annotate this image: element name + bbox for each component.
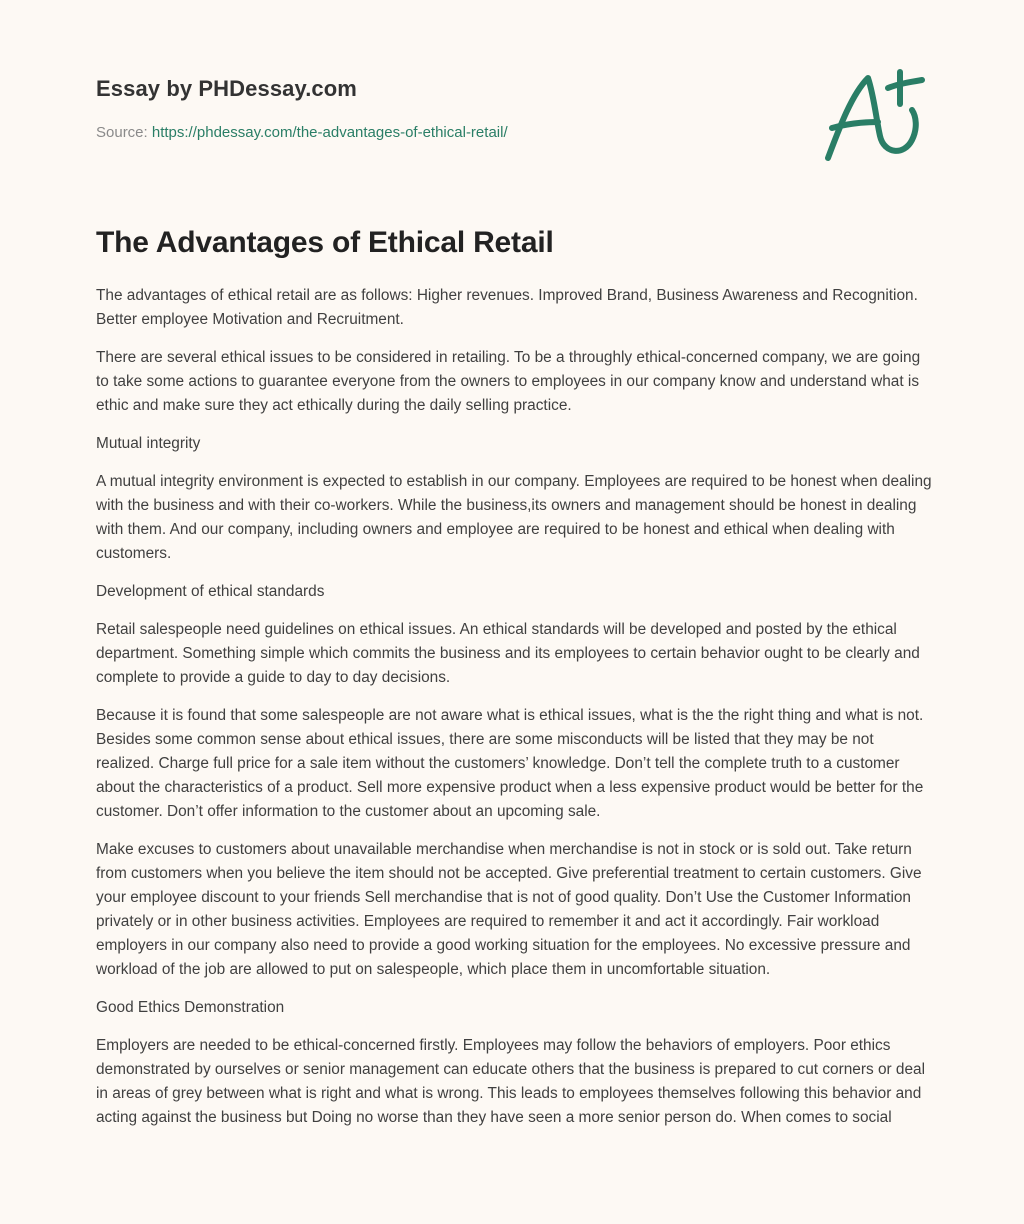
paragraph: A mutual integrity environment is expected to establish in our company. Employees are required to be honest when dealing with the business and with their co-workers. While the business,its owners and management should be honest in dealing with them. And our company, including owners and employee are required to be honest and ethical when dealing with customers.	[96, 473, 932, 562]
section-heading: Mutual integrity	[96, 435, 201, 452]
paragraph: The advantages of ethical retail are as follows: Higher revenues. Improved Brand, Business Awareness and Recognition. Better employee Motivation and Recruitment.	[96, 287, 918, 328]
paragraph: Because it is found that some salespeople are not aware what is ethical issues, what is the the right thing and what is not. Besides some common sense about ethical issues, there are some misconducts will be listed that they may be not realized. Charge full price for a sale item without the customers’ knowledge. Don’t tell the complete truth to a customer about the characteristics of a product. Sell more expensive product when a less expensive product would be better for the customer. Don’t offer information to the customer about an upcoming sale.	[96, 707, 924, 820]
source-line	[96, 124, 508, 141]
paragraph: Employers are needed to be ethical-concerned firstly. Employees may follow the behaviors of employers. Poor ethics demonstrated by ourselves or senior management can educate others that the business is prepared to cut corners or deal in areas of grey between what is right and what is wrong. This leads to employees themselves following this behavior and acting against the business but Doing no worse than they have seen a more senior person do. When comes to social	[96, 1037, 925, 1126]
a-plus-grade-icon	[818, 62, 930, 166]
section-heading: Development of ethical standards	[96, 583, 325, 600]
source-label: Source:	[96, 124, 148, 141]
paragraph: There are several ethical issues to be considered in retailing. To be a throughly ethical-concerned company, we are going to take some actions to guarantee everyone from the owners to employees in our company know and understand what is ethic and make sure they act ethically during the daily selling practice.	[96, 349, 921, 414]
essay-title: The Advantages of Ethical Retail	[96, 226, 554, 259]
paragraph: Make excuses to customers about unavailable merchandise when merchandise is not in stock or is sold out. Take return from customers when you believe the item should not be accepted. Give preferential treatment to certain customers. Give your employee discount to your friends Sell merchandise that is not of good quality. Don’t Use the Customer Information privately or in other business activities. Employees are required to remember it and act it accordingly. Fair workload employers in our company also need to provide a good working situation for the employees. No excessive pressure and workload of the job are allowed to put on salespeople, which place them in uncomfortable situation.	[96, 841, 922, 978]
paragraph: Retail salespeople need guidelines on ethical issues. An ethical standards will be developed and posted by the ethical department. Something simple which commits the business and its employees to certain behavior ought to be clearly and complete to provide a guide to day to day decisions.	[96, 621, 920, 686]
source-link[interactable]: https://phdessay.com/the-advantages-of-ethical-retail/	[151, 124, 508, 141]
brand-title: Essay by PHDessay.com	[96, 76, 357, 101]
section-heading: Good Ethics Demonstration	[96, 999, 285, 1016]
essay-body	[96, 284, 936, 1144]
